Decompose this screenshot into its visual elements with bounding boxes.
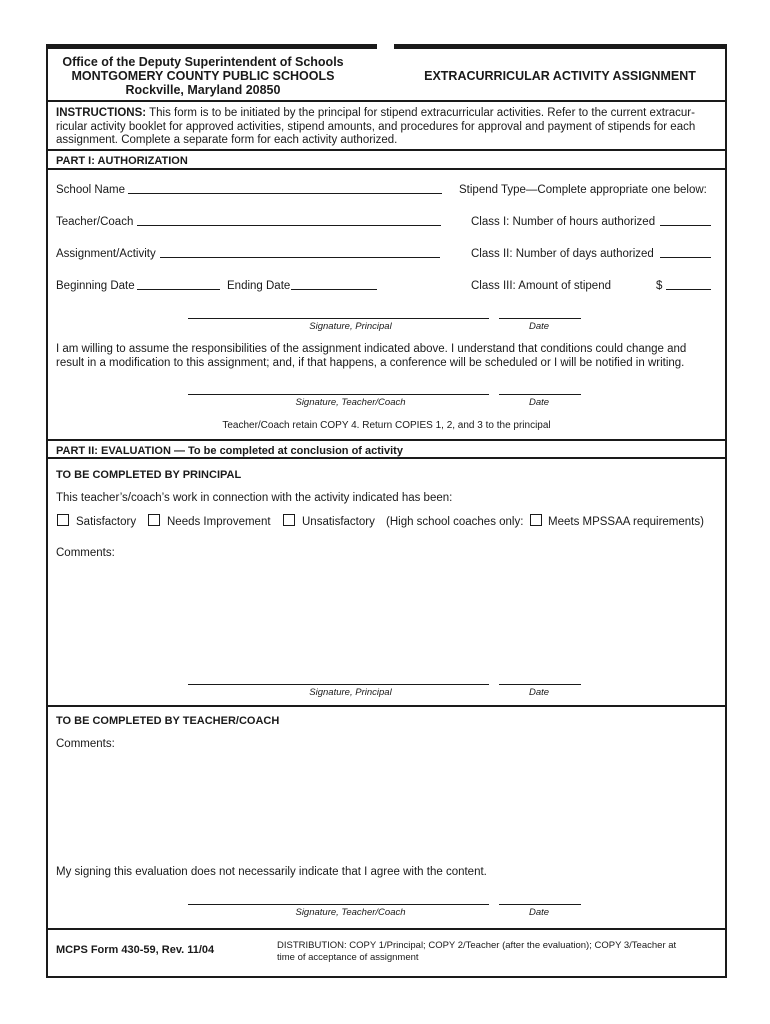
school-name-field[interactable] — [128, 193, 442, 194]
class3-label: Class III: Amount of stipend — [471, 280, 611, 292]
ending-date-label: Ending Date — [227, 280, 291, 292]
form-title: EXTRACURRICULAR ACTIVITY ASSIGNMENT — [424, 69, 696, 83]
satisfactory-checkbox[interactable] — [57, 514, 69, 526]
assignment-activity-label: Assignment/Activity — [56, 248, 156, 260]
principal-section-heading: TO BE COMPLETED BY PRINCIPAL — [56, 469, 242, 481]
eval-principal-signature-line[interactable] — [188, 684, 489, 685]
work-statement: This teacher’s/coach’s work in connection with the activity indicated has been: — [56, 492, 453, 504]
dollar-sign: $ — [656, 280, 663, 292]
principal-date-caption: Date — [528, 321, 550, 332]
form-id: MCPS Form 430-59, Rev. 11/04 — [56, 944, 215, 956]
frame-left — [46, 44, 48, 978]
mpssaa-label: Meets MPSSAA requirements) — [548, 516, 704, 528]
district-city: Rockville, Maryland 20850 — [125, 83, 281, 97]
frame-bottom — [46, 976, 727, 978]
beginning-date-field[interactable] — [137, 289, 220, 290]
class1-field[interactable] — [660, 225, 711, 226]
header-divider — [48, 100, 725, 102]
eval-principal-date-caption: Date — [528, 687, 550, 698]
unsatisfactory-checkbox[interactable] — [283, 514, 295, 526]
teacher-comments-area[interactable] — [56, 753, 721, 858]
teacher-signature-caption: Signature, Teacher/Coach — [295, 397, 406, 408]
beginning-date-label: Beginning Date — [56, 280, 135, 292]
footer-rule — [48, 928, 725, 930]
eval-principal-date-line[interactable] — [499, 684, 581, 685]
stipend-type-label: Stipend Type—Complete appropriate one below: — [459, 184, 707, 196]
part2-rule-top — [48, 439, 725, 441]
needs-improvement-checkbox[interactable] — [148, 514, 160, 526]
class2-label: Class II: Number of days authorized — [471, 248, 654, 260]
eval-teacher-date-caption: Date — [528, 907, 550, 918]
teacher-coach-field[interactable] — [137, 225, 441, 226]
distribution-note: DISTRIBUTION: COPY 1/Principal; COPY 2/Teacher (after the evaluation); COPY 3/Teacher at time of acceptance of assignment — [277, 940, 677, 963]
class1-label: Class I: Number of hours authorized — [471, 216, 656, 228]
frame-right — [725, 44, 727, 978]
teacher-comments-label: Comments: — [56, 738, 115, 750]
agree-note: My signing this evaluation does not necessarily indicate that I agree with the content. — [56, 866, 487, 878]
class2-field[interactable] — [660, 257, 711, 258]
top-rule-right — [394, 44, 727, 49]
eval-principal-signature-caption: Signature, Principal — [309, 687, 392, 698]
top-rule-left — [46, 44, 377, 49]
instructions: INSTRUCTIONS: This form is to be initiated by the principal for stipend extracurricular activities. Refer to the current extracur- ricular activity booklet for approved activities, stipend amounts, and procedures for approval and payment of stipends for each assignment. Complete a separate form for each activity authorized. — [56, 107, 696, 146]
assignment-activity-field[interactable] — [160, 257, 440, 258]
part1-rule-bottom — [48, 168, 725, 170]
class3-field[interactable] — [666, 289, 711, 290]
principal-comments-area[interactable] — [56, 562, 721, 677]
instructions-label: INSTRUCTIONS: — [56, 107, 147, 119]
ending-date-field[interactable] — [291, 289, 377, 290]
teacher-coach-label: Teacher/Coach — [56, 216, 134, 228]
teacher-date-line[interactable] — [499, 394, 581, 395]
principal-signature-line[interactable] — [188, 318, 489, 319]
principal-date-line[interactable] — [499, 318, 581, 319]
willing-statement: I am willing to assume the responsibilities of the assignment indicated above. I understand that conditions could change and result in a modification to this assignment; and, if that happens, a conference will be scheduled or I will be notified in writing. — [56, 343, 687, 369]
principal-comments-label: Comments: — [56, 547, 115, 559]
mpssaa-checkbox[interactable] — [530, 514, 542, 526]
teacher-section-heading: TO BE COMPLETED BY TEACHER/COACH — [56, 715, 280, 727]
principal-signature-caption: Signature, Principal — [309, 321, 392, 332]
eval-teacher-date-line[interactable] — [499, 904, 581, 905]
needs-improvement-label: Needs Improvement — [167, 516, 271, 528]
teacher-signature-line[interactable] — [188, 394, 489, 395]
teacher-section-rule — [48, 705, 725, 707]
office-name: Office of the Deputy Superintendent of Schools — [62, 55, 344, 69]
retain-note: Teacher/Coach retain COPY 4. Return COPIES 1, 2, and 3 to the principal — [222, 420, 551, 431]
satisfactory-label: Satisfactory — [76, 516, 137, 528]
eval-teacher-signature-caption: Signature, Teacher/Coach — [295, 907, 406, 918]
high-school-note: (High school coaches only: — [386, 516, 524, 528]
unsatisfactory-label: Unsatisfactory — [302, 516, 375, 528]
school-name-label: School Name — [56, 184, 126, 196]
part2-rule-bottom — [48, 457, 725, 459]
eval-teacher-signature-line[interactable] — [188, 904, 489, 905]
teacher-date-caption: Date — [528, 397, 550, 408]
district-name: MONTGOMERY COUNTY PUBLIC SCHOOLS — [71, 69, 335, 83]
part1-rule-top — [48, 149, 725, 151]
part1-heading: PART I: AUTHORIZATION — [56, 155, 188, 167]
part2-heading: PART II: EVALUATION — To be completed at conclusion of activity — [56, 445, 403, 457]
